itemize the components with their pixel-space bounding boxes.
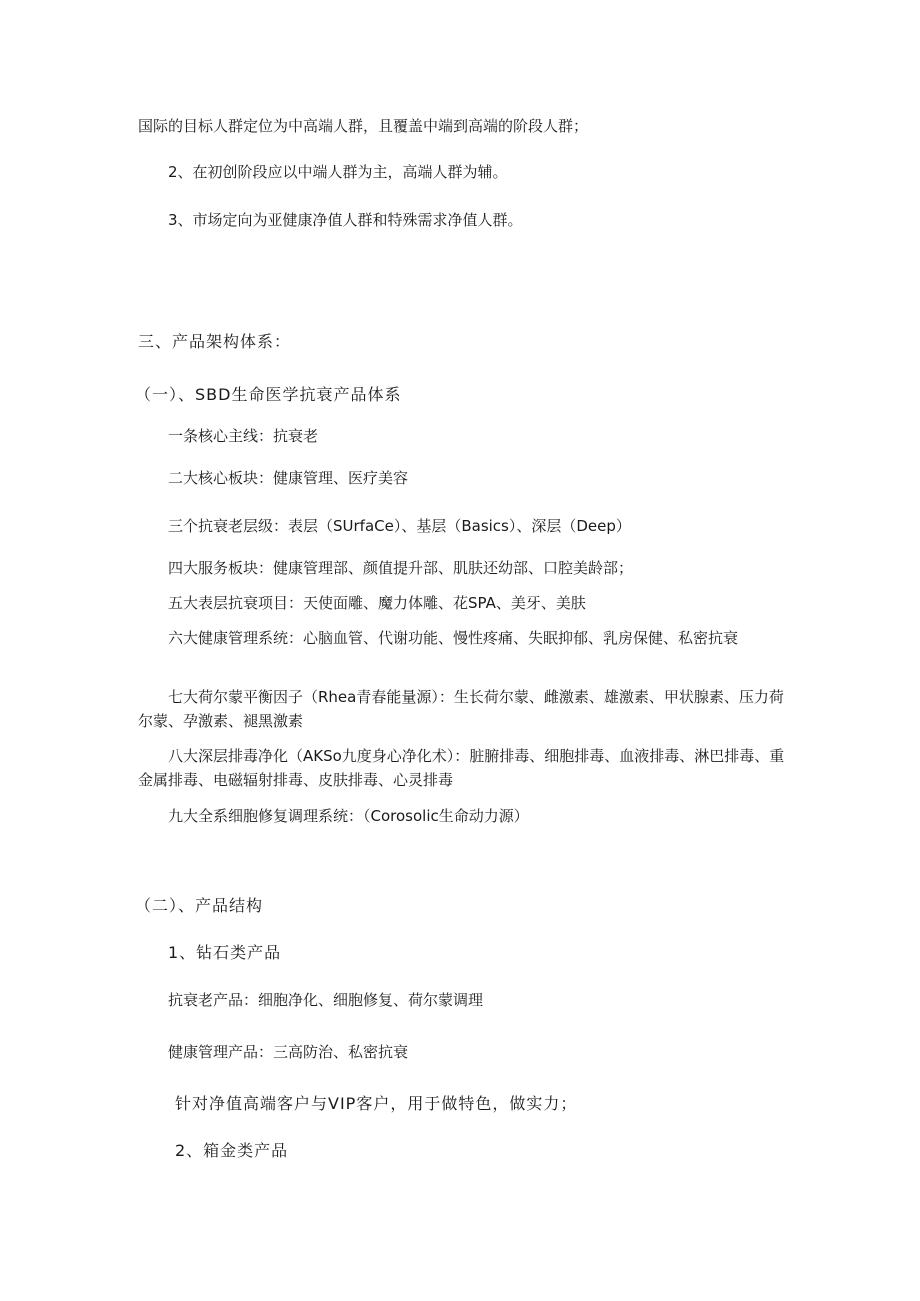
item-core-mainline: 一条核心主线：抗衰老 <box>168 427 319 445</box>
item-hormone-factors: 七大荷尔蒙平衡因子（Rhea青春能量源）：生长荷尔蒙、雌激素、雄激素、甲状腺素、压力荷尔蒙、孕激素、褪黑激素 <box>138 688 784 730</box>
item-health-systems: 六大健康管理系统：心脑血管、代谢功能、慢性疼痛、失眠抑郁、乳房保健、私密抗衰 <box>168 629 739 647</box>
item-gold-products: 2、箱金类产品 <box>175 1141 289 1160</box>
item-surface-projects: 五大表层抗衰项目：天使面雕、魔力体雕、花SPA、美牙、美肤 <box>168 594 586 612</box>
item-cell-repair-system: 九大全系细胞修复调理系统：（Corosolic生命动力源） <box>168 807 529 825</box>
subsection-heading-product-structure: （二）、产品结构 <box>135 896 264 915</box>
item-anti-aging-products: 抗衰老产品：细胞净化、细胞修复、荷尔蒙调理 <box>168 991 484 1009</box>
item-diamond-products: 1、钻石类产品 <box>168 943 282 962</box>
item-health-management-products: 健康管理产品：三高防治、私密抗衰 <box>168 1043 409 1061</box>
subsection-heading-sbd-system: （一）、SBD生命医学抗衰产品体系 <box>135 385 402 404</box>
item-core-blocks: 二大核心板块：健康管理、医疗美容 <box>168 469 409 487</box>
list-item-market-orientation: 3、市场定向为亚健康净值人群和特殊需求净值人群。 <box>168 211 523 229</box>
paragraph-target-group: 国际的目标人群定位为中高端人群，且覆盖中端到高端的阶段人群； <box>138 117 589 135</box>
item-detox-purification: 八大深层排毒净化（AKSo九度身心净化术）：脏腑排毒、细胞排毒、血液排毒、淋巴排毒、重金属排毒、电磁辐射排毒、皮肤排毒、心灵排毒 <box>138 747 785 789</box>
item-anti-aging-levels: 三个抗衰老层级：表层（SUrfaCe）、基层（Basics）、深层（Deep） <box>168 517 631 535</box>
item-service-blocks: 四大服务板块：健康管理部、颜值提升部、肌肤还幼部、口腔美龄部； <box>168 559 634 577</box>
item-target-customers: 针对净值高端客户与VIP客户，用于做特色，做实力； <box>175 1094 578 1113</box>
list-item-initial-stage: 2、在初创阶段应以中端人群为主，高端人群为辅。 <box>168 163 508 181</box>
section-heading-product-architecture: 三、产品架构体系： <box>138 332 292 351</box>
